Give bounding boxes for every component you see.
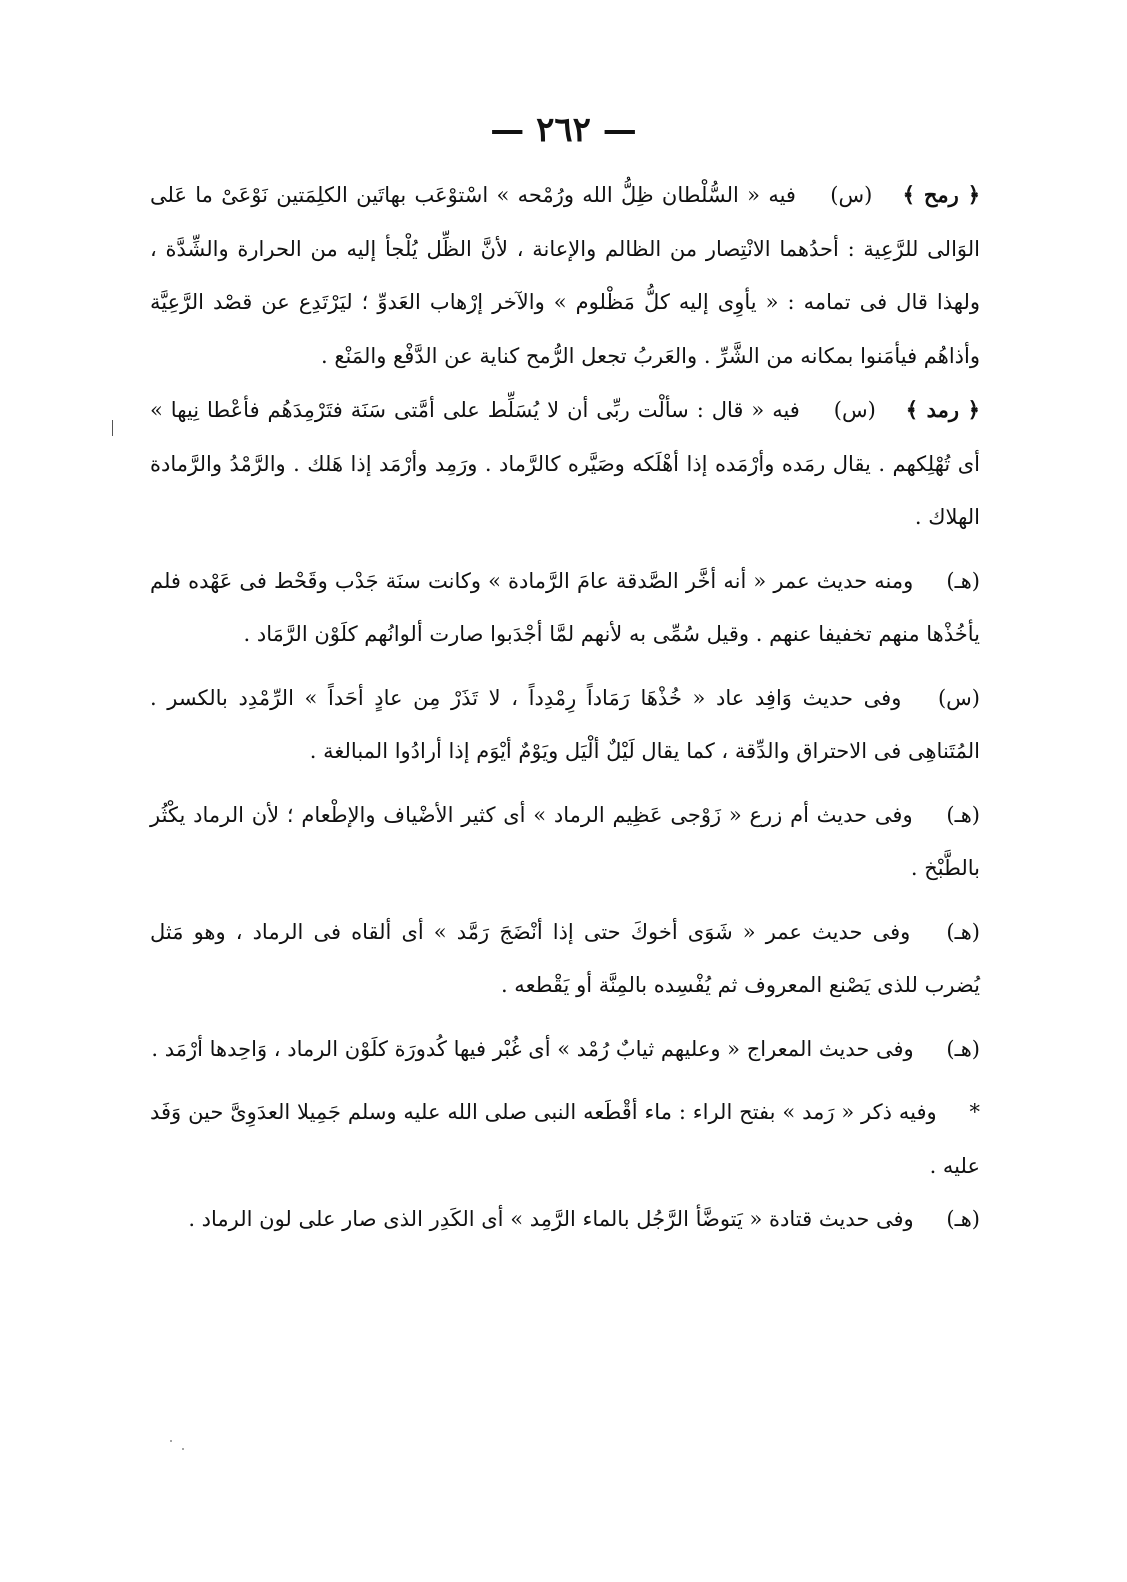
paragraph-text: وفى حديث عمر « شَوَى أخوكَ حتى إذا أنْضَجَ رَمَّد » أى ألقاه فى الرماد ، وهو مَثل يُضرب للذى يَصْنع المعروف ثم يُفْسِده بالمِنَّة أو يَقْطعه . bbox=[150, 919, 980, 997]
scan-speck bbox=[170, 1440, 172, 1442]
paragraph-text: فيه « السُّلْطان ظِلُّ الله ورُمْحه » اسْتوْعَب بهاتَين الكلِمَتين نَوْعَىْ ما عَلى الوَالى للرَّعِية : أحدُهما الانْتِصار من الظالم والإعانة ، لأنَّ الظِّل يُلْجأ إليه من الحرارة والشِّدَّة ، ولهذا قال فى تمامه : « يأوِى إليه كلُّ مَظْلوم » والآخر إرْهاب العَدوِّ ؛ ليَرْتَدِع عن قصْد الرَّعِيَّة وأذاهُم فيأمَنوا بمكانه من الشَّرِّ . والعَربُ تجعل الرُّمح كناية عن الدَّفْع والمَنْع . bbox=[150, 183, 980, 368]
scan-speck bbox=[182, 1448, 184, 1450]
paragraph-text: وفى حديث أم زرع « زَوْجى عَظِيم الرماد » أى كثير الأضْياف والإطْعام ؛ لأن الرماد يكْثُر بالطَّبْخ . bbox=[150, 802, 980, 880]
entry-paragraph bbox=[150, 555, 980, 662]
paragraph-text: وفى حديث وَافِد عاد « خُذْهَا رَمَاداً رِمْدِداً ، لا تَذَرْ مِن عادٍ أحَداً » الرِّمْدِد بالكسر . المُتَناهِى فى الاحتراق والدِّقة ، كما يقال لَيْلٌ ألْيَل ويَوْمٌ أيْوَم إذا أرادُوا المبالغة . bbox=[150, 685, 980, 763]
margin-mark bbox=[112, 420, 113, 436]
paragraph-text: وفيه ذكر « رَمد » بفتح الراء : ماء أقْطَعه النبى صلى الله عليه وسلم جَمِيلا العدَوِىَّ حين وَفَد عليه . bbox=[150, 1100, 980, 1178]
entry-paragraph bbox=[150, 1023, 980, 1077]
source-marker: (س) bbox=[937, 685, 980, 710]
source-marker: * bbox=[969, 1100, 981, 1124]
entry-paragraph bbox=[150, 672, 980, 779]
source-marker: (هـ) bbox=[946, 1207, 980, 1231]
root-heading: ﴿ رمد ﴾ bbox=[905, 397, 980, 422]
entry-paragraph bbox=[150, 906, 980, 1013]
entry-paragraph bbox=[150, 168, 980, 383]
source-marker: (هـ) bbox=[946, 919, 980, 944]
entry-paragraph bbox=[150, 789, 980, 896]
root-heading: ﴿ رمح ﴾ bbox=[902, 182, 980, 207]
paragraph-text: فيه « قال : سألْت ربِّى أن لا يُسَلِّط على أمَّتى سَنَة فتَرْمِدَهُم فأعْطا نِيها » أى تُهْلِكهم . يقال رمَده وأرْمَده إذا أهْلَكه وصَيَّره كالرَّماد . ورَمِد وأرْمَد إذا هَلك . والرَّمْدُ والرَّمادة الهلاك . bbox=[150, 398, 980, 529]
paragraph-text: وفى حديث المعراج « وعليهم ثيابٌ رُمْد » أى غُبْر فيها كُدورَة كلَوْن الرماد ، وَاحِدها أرْمَد . bbox=[151, 1036, 914, 1061]
paragraph-text: ومنه حديث عمر « أنه أخَّر الصَّدقة عامَ الرَّمادة » وكانت سنَة جَدْب وقَحْط فى عَهْده فلم يأخُذْها منهم تخفيفا عنهم . وقيل سُمِّى به لأنهم لمَّا أجْدَبوا صارت ألوانُهم كلَوْن الرَّمَاد . bbox=[150, 568, 980, 646]
paragraph-text: وفى حديث قتادة « يَتوضَّأ الرَّجُل بالماء الرَّمِد » أى الكَدِر الذى صار على لون الرماد . bbox=[188, 1207, 914, 1231]
source-marker: (هـ) bbox=[946, 802, 980, 827]
entry-paragraph bbox=[150, 383, 980, 545]
page-number: — ٢٦٢ — bbox=[490, 110, 637, 150]
source-marker: (س) bbox=[833, 398, 876, 422]
entry-paragraph bbox=[150, 1086, 980, 1193]
source-marker: (هـ) bbox=[946, 1036, 980, 1061]
entry-paragraph bbox=[150, 1193, 980, 1247]
source-marker: (س) bbox=[830, 183, 873, 207]
body-text bbox=[150, 168, 980, 1247]
source-marker: (هـ) bbox=[946, 568, 980, 593]
